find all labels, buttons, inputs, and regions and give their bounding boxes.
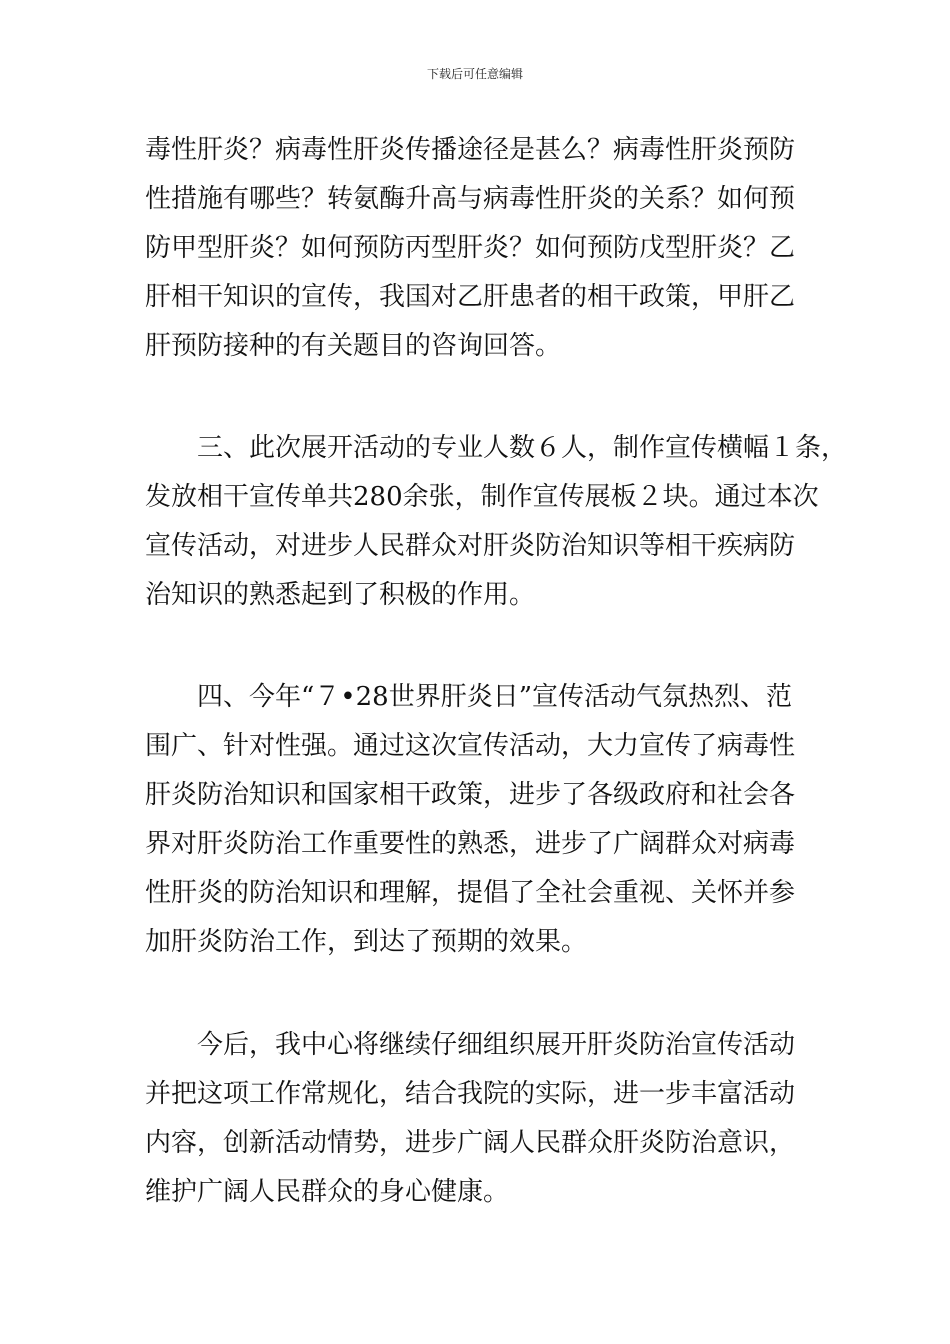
text-line: 治知识的熟悉起到了积极的作用。 <box>145 580 536 610</box>
text-line: 今后，我中心将继续仔细组织展开肝炎防治宣传活动 <box>197 1030 796 1060</box>
paragraph-symptoms-questions <box>145 126 835 371</box>
text-line: 内容，创新活动情势，进步广阔人民群众肝炎防治意识， <box>145 1128 796 1158</box>
text-line: 肝炎防治知识和国家相干政策，进步了各级政府和社会各 <box>145 780 796 810</box>
paragraph-future-plans <box>145 1021 835 1217</box>
text-line: 加肝炎防治工作，到达了预期的效果。 <box>145 927 588 957</box>
text-line: 宣传活动，对进步人民群众对肝炎防治知识等相干疾病防 <box>145 531 796 561</box>
text-line: 发放相干宣传单共280余张，制作宣传展板２块。通过本次 <box>145 482 819 512</box>
text-line: 维护广阔人民群众的身心健康。 <box>145 1177 510 1207</box>
text-line: 防甲型肝炎？如何预防丙型肝炎？如何预防戊型肝炎？乙 <box>145 233 796 263</box>
text-line: 界对肝炎防治工作重要性的熟悉，进步了广阔群众对病毒 <box>145 829 796 859</box>
paragraph-section-four <box>145 673 835 967</box>
text-line: 毒性肝炎？病毒性肝炎传播途径是甚么？病毒性肝炎预防 <box>145 135 796 165</box>
text-line: 三、此次展开活动的专业人数６人，制作宣传横幅１条， <box>197 433 848 463</box>
text-line: 性措施有哪些？转氨酶升高与病毒性肝炎的关系？如何预 <box>145 184 796 214</box>
paragraph-section-three <box>145 424 848 620</box>
text-line: 肝预防接种的有关题目的咨询回答。 <box>145 331 562 361</box>
text-line: 性肝炎的防治知识和理解，提倡了全社会重视、关怀并参 <box>145 878 796 908</box>
text-line: 四、今年“７•28世界肝炎日”宣传活动气氛热烈、范 <box>197 682 793 712</box>
text-line: 并把这项工作常规化，结合我院的实际，进一步丰富活动 <box>145 1079 796 1109</box>
text-line: 围广、针对性强。通过这次宣传活动，大力宣传了病毒性 <box>145 731 796 761</box>
page-header: 下载后可任意编辑 <box>426 67 523 81</box>
text-line: 肝相干知识的宣传，我国对乙肝患者的相干政策，甲肝乙 <box>145 282 796 312</box>
